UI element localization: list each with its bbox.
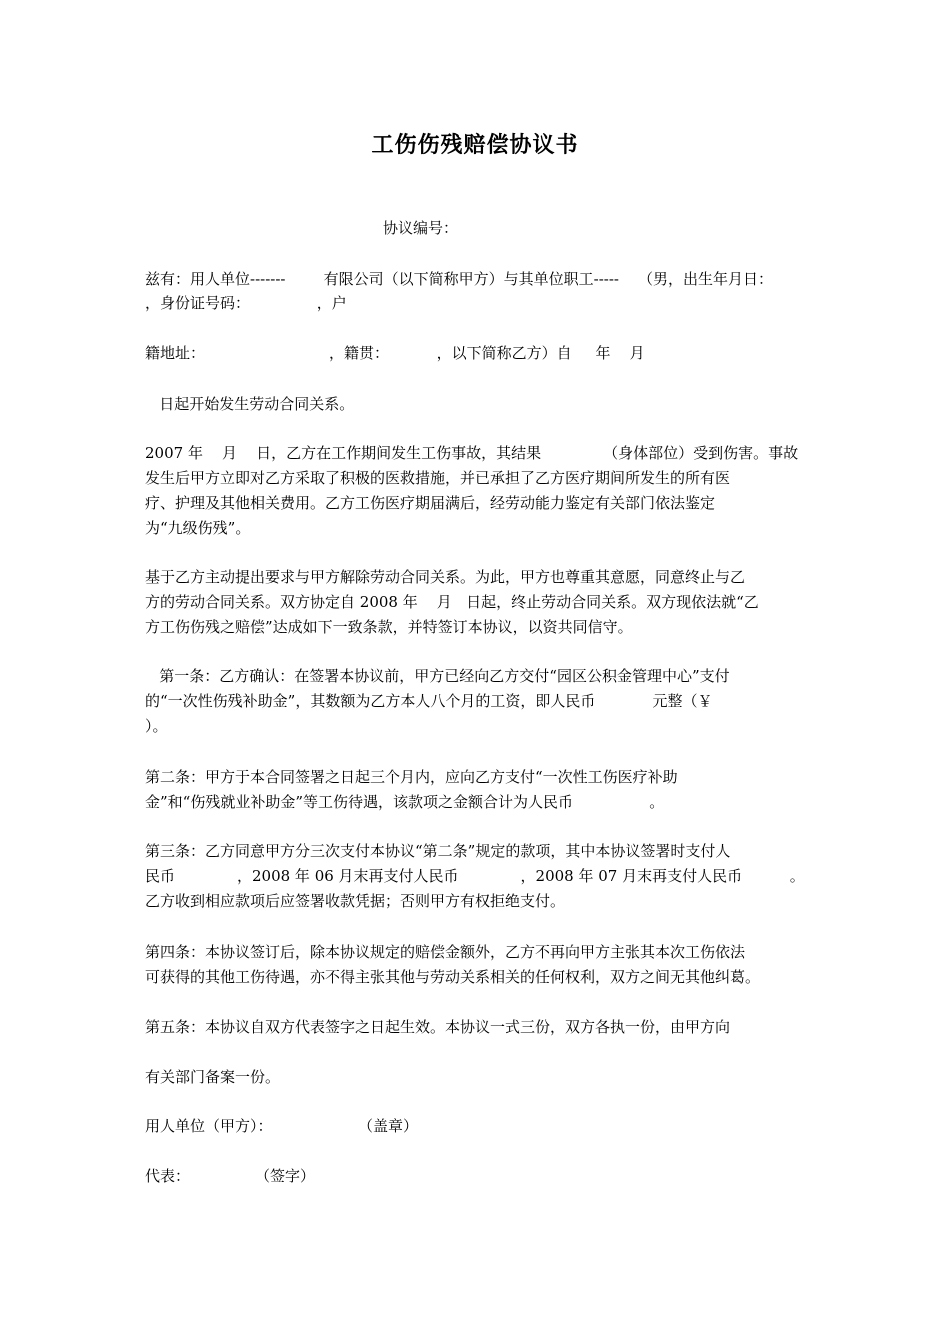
paragraph-line: 疗、护理及其他相关费用。乙方工伤医疗期届满后，经劳动能力鉴定有关部门依法鉴定 [145,494,716,512]
paragraph-line: 第二条：甲方于本合同签署之日起三个月内，应向乙方支付“一次性工伤医疗补助 [145,768,678,786]
article-1 [145,664,810,739]
paragraph-line: 方的劳动合同关系。双方协定自 2008 年 月 日起，终止劳动合同关系。双方现依法就“乙 [145,593,759,611]
paragraph-line: ）。 [145,717,168,735]
paragraph-line: 可获得的其他工伤待遇，亦不得主张其他与劳动关系相关的任何权利，双方之间无其他纠葛。 [145,968,761,986]
paragraph-line: 第三条：乙方同意甲方分三次支付本协议“第二条”规定的款项，其中本协议签署时支付人 [145,842,731,860]
preamble-line-1: 兹有：用人单位------- 有限公司（以下简称甲方）与其单位职工----- （男，出生年月日： [145,270,774,288]
employer-signature-label: 用人单位（甲方）： [145,1117,273,1135]
seal-label: （盖章） [358,1117,419,1135]
paragraph-line: 方工伤伤残之赔偿”达成如下一致条款，并特签订本协议，以资共同信守。 [145,618,633,636]
page-title: 工伤伤残赔偿协议书 [371,133,579,158]
paragraph-line: 民币 ，2008 年 06 月末再支付人民币 ，2008 年 07 月末再支付人民币 。 [145,867,805,885]
paragraph-line: 2007 年 月 日，乙方在工作期间发生工伤事故，其结果 （身体部位）受到伤害。事故 [145,444,799,462]
article-3 [145,839,810,914]
paragraph-line: 乙方收到相应款项后应签署收款凭据；否则甲方有权拒绝支付。 [145,892,566,910]
article-2 [145,765,810,815]
paragraph-line: 第一条：乙方确认：在签署本协议前，甲方已经向乙方交付“园区公积金管理中心”支付 [145,667,730,685]
preamble-line-3: 籍地址： ，籍贯： ，以下简称乙方）自 年 月 [145,344,645,362]
article-5-line-2: 有关部门备案一份。 [145,1068,281,1086]
paragraph-line: 为“九级伤残”。 [145,519,251,537]
basis-paragraph [145,565,810,640]
preamble-line-2: ，身份证号码： ，户 [145,294,347,312]
paragraph-line: 的“一次性伤残补助金”，其数额为乙方本人八个月的工资，即人民币 元整（￥ [145,692,713,710]
agreement-number-label: 协议编号： [383,219,459,237]
paragraph-line: 发生后甲方立即对乙方采取了积极的医救措施，并已承担了乙方医疗期间所发生的所有医 [145,469,731,487]
preamble-line-4: 日起开始发生劳动合同关系。 [145,395,355,413]
paragraph-line: 金”和“伤残就业补助金”等工伤待遇，该款项之金额合计为人民币 。 [145,793,665,811]
representative-label: 代表： [145,1167,191,1185]
incident-paragraph [145,441,810,541]
paragraph-line: 第四条：本协议签订后，除本协议规定的赔偿金额外，乙方不再向甲方主张其本次工伤依法 [145,943,746,961]
paragraph-line: 基于乙方主动提出要求与甲方解除劳动合同关系。为此，甲方也尊重其意愿，同意终止与乙 [145,568,746,586]
article-4 [145,940,810,990]
article-5-line-1: 第五条：本协议自双方代表签字之日起生效。本协议一式三份，双方各执一份，由甲方向 [145,1018,731,1036]
sign-label: （签字） [255,1167,316,1185]
